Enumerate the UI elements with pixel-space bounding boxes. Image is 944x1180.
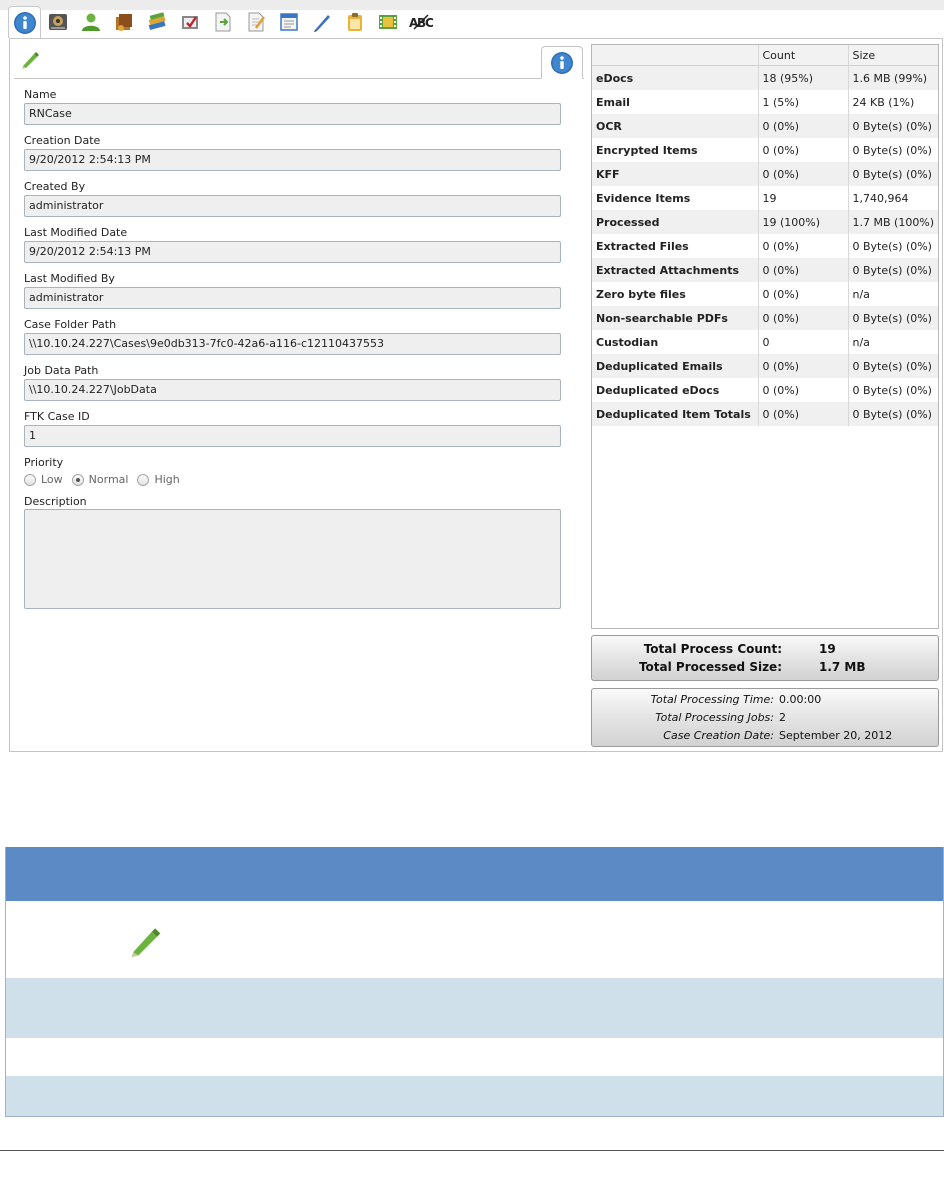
- stats-row-size: 0 Byte(s) (0%): [848, 162, 939, 186]
- stats-row: [592, 354, 939, 378]
- stats-header-size: Size: [848, 45, 939, 66]
- stats-row-count: 0 (0%): [758, 114, 848, 138]
- tab-evidence[interactable]: [41, 6, 74, 38]
- footer-rule: [0, 1150, 944, 1151]
- tab-users[interactable]: [74, 6, 107, 38]
- stats-row-count: 0: [758, 330, 848, 354]
- last-modified-date-label: Last Modified Date: [24, 226, 128, 239]
- priority-low-label: Low: [41, 473, 63, 486]
- stats-row-label: Extracted Files: [592, 234, 758, 258]
- description-label: Description: [24, 495, 87, 508]
- case-folder-path-label: Case Folder Path: [24, 318, 117, 331]
- priority-normal-radio[interactable]: [72, 474, 84, 486]
- film-icon: [377, 11, 399, 33]
- stats-row-size: 0 Byte(s) (0%): [848, 138, 939, 162]
- stats-row-count: 0 (0%): [758, 402, 848, 426]
- stats-row-label: Deduplicated Emails: [592, 354, 758, 378]
- stats-row-label: Zero byte files: [592, 282, 758, 306]
- stats-row: [592, 330, 939, 354]
- name-field[interactable]: RNCase: [24, 103, 561, 125]
- info-icon: [550, 51, 574, 75]
- stats-row-label: OCR: [592, 114, 758, 138]
- stats-row: [592, 402, 939, 426]
- custodian-icon: [113, 11, 135, 33]
- stats-row: [592, 66, 939, 91]
- total-process-count-value: 19: [819, 642, 836, 656]
- priority-label: Priority: [24, 456, 64, 469]
- tab-annotate[interactable]: [305, 6, 338, 38]
- stats-row-size: 1.7 MB (100%): [848, 210, 939, 234]
- stats-row: [592, 234, 939, 258]
- properties-header: [14, 46, 584, 79]
- stats-row-size: 0 Byte(s) (0%): [848, 258, 939, 282]
- total-processing-jobs-label: Total Processing Jobs:: [655, 711, 774, 724]
- user-icon: [80, 11, 102, 33]
- stats-row-label: Email: [592, 90, 758, 114]
- stats-row-size: 0 Byte(s) (0%): [848, 354, 939, 378]
- stats-row-count: 0 (0%): [758, 378, 848, 402]
- stats-row-size: 0 Byte(s) (0%): [848, 378, 939, 402]
- last-modified-by-field[interactable]: administrator: [24, 287, 561, 309]
- clipboard-icon: [344, 11, 366, 33]
- info-tab[interactable]: [541, 46, 583, 79]
- tab-notes[interactable]: [239, 6, 272, 38]
- case-creation-date-value: September 20, 2012: [779, 729, 893, 742]
- tab-review[interactable]: [173, 6, 206, 38]
- stats-row: [592, 306, 939, 330]
- edit-document-icon: [245, 11, 267, 33]
- total-processed-size-value: 1.7 MB: [819, 660, 866, 674]
- svg-text:B: B: [416, 16, 426, 30]
- stats-row-label: eDocs: [592, 66, 758, 91]
- stats-row-size: 0 Byte(s) (0%): [848, 306, 939, 330]
- total-process-count-label: Total Process Count:: [643, 642, 782, 656]
- tab-info[interactable]: [8, 6, 41, 38]
- stats-row-label: KFF: [592, 162, 758, 186]
- evidence-drive-icon: [47, 11, 69, 33]
- svg-text:A: A: [408, 16, 418, 30]
- stats-header-label: [592, 45, 758, 66]
- stats-row-count: 0 (0%): [758, 282, 848, 306]
- export-document-icon: [212, 11, 234, 33]
- priority-high-radio[interactable]: [137, 474, 149, 486]
- stats-row-count: 0 (0%): [758, 354, 848, 378]
- processing-info-box: [591, 688, 939, 747]
- created-by-field[interactable]: administrator: [24, 195, 561, 217]
- priority-radio-group: [24, 473, 189, 486]
- stats-row: [592, 138, 939, 162]
- priority-low-option[interactable]: [24, 473, 63, 486]
- ftk-case-id-field[interactable]: 1: [24, 425, 561, 447]
- case-folder-path-field[interactable]: \\10.10.24.227\Cases\9e0db313-7fc0-42a6-a116-c12110437553: [24, 333, 561, 355]
- stats-row-label: Extracted Attachments: [592, 258, 758, 282]
- stats-row-label: Encrypted Items: [592, 138, 758, 162]
- tab-clipboard[interactable]: [338, 6, 371, 38]
- info-icon: [13, 11, 37, 35]
- pencil-icon[interactable]: [20, 50, 40, 70]
- books-icon: [146, 11, 168, 33]
- process-totals-box: [591, 635, 939, 681]
- stats-row-count: 0 (0%): [758, 234, 848, 258]
- last-modified-by-label: Last Modified By: [24, 272, 115, 285]
- stats-row-label: Non-searchable PDFs: [592, 306, 758, 330]
- stats-row: [592, 210, 939, 234]
- stats-row-label: Evidence Items: [592, 186, 758, 210]
- tab-forms[interactable]: [272, 6, 305, 38]
- icon-toolbar: [8, 6, 437, 38]
- stats-row-label: Processed: [592, 210, 758, 234]
- stats-header-count: Count: [758, 45, 848, 66]
- created-by-label: Created By: [24, 180, 86, 193]
- stats-row-label: Custodian: [592, 330, 758, 354]
- review-checklist-icon: [179, 11, 201, 33]
- tab-export[interactable]: [206, 6, 239, 38]
- stats-row-label: Deduplicated eDocs: [592, 378, 758, 402]
- stats-row-size: 0 Byte(s) (0%): [848, 114, 939, 138]
- name-label: Name: [24, 88, 57, 101]
- tab-spelling[interactable]: [404, 6, 437, 38]
- stats-header-row: [592, 45, 939, 66]
- stats-row: [592, 186, 939, 210]
- stats-row-count: 0 (0%): [758, 138, 848, 162]
- stats-row: [592, 90, 939, 114]
- creation-date-label: Creation Date: [24, 134, 101, 147]
- job-data-path-label: Job Data Path: [24, 364, 99, 377]
- case-creation-date-label: Case Creation Date:: [663, 729, 774, 742]
- pen-icon: [311, 11, 333, 33]
- job-data-path-field[interactable]: \\10.10.24.227\JobData: [24, 379, 561, 401]
- stats-row-label: Deduplicated Item Totals: [592, 402, 758, 426]
- creation-date-field[interactable]: 9/20/2012 2:54:13 PM: [24, 149, 561, 171]
- priority-normal-label: Normal: [88, 473, 129, 486]
- total-processing-time-label: Total Processing Time:: [650, 693, 774, 706]
- stats-row-count: 1 (5%): [758, 90, 848, 114]
- form-icon: [278, 11, 300, 33]
- stats-row-count: 19 (100%): [758, 210, 848, 234]
- case-statistics-table: [591, 44, 939, 629]
- stats-row-count: 0 (0%): [758, 306, 848, 330]
- stats-row: [592, 282, 939, 306]
- svg-text:C: C: [424, 16, 434, 30]
- stats-row: [592, 162, 939, 186]
- stats-row-size: 0 Byte(s) (0%): [848, 234, 939, 258]
- stats-row-size: n/a: [848, 282, 939, 306]
- priority-high-label: High: [154, 473, 180, 486]
- tab-library[interactable]: [140, 6, 173, 38]
- stats-row: [592, 258, 939, 282]
- tab-media[interactable]: [371, 6, 404, 38]
- ftk-case-id-label: FTK Case ID: [24, 410, 90, 423]
- last-modified-date-field[interactable]: 9/20/2012 2:54:13 PM: [24, 241, 561, 263]
- total-processing-time-value: 0.00:00: [779, 693, 822, 706]
- stats-row: [592, 114, 939, 138]
- stats-row-count: 18 (95%): [758, 66, 848, 91]
- stats-row-size: 1,740,964: [848, 186, 939, 210]
- description-textarea[interactable]: [24, 509, 561, 609]
- tab-custodians[interactable]: [107, 6, 140, 38]
- stats-row-size: 1.6 MB (99%): [848, 66, 939, 91]
- spellcheck-abc-icon: [408, 11, 434, 33]
- doc-table: [5, 847, 944, 1117]
- priority-low-radio[interactable]: [24, 474, 36, 486]
- stats-row-size: 24 KB (1%): [848, 90, 939, 114]
- priority-normal-option[interactable]: [72, 473, 129, 486]
- total-processed-size-label: Total Processed Size:: [638, 660, 782, 674]
- total-processing-jobs-value: 2: [779, 711, 786, 724]
- priority-high-option[interactable]: [137, 473, 179, 486]
- stats-row: [592, 378, 939, 402]
- stats-row-count: 19: [758, 186, 848, 210]
- stats-row-count: 0 (0%): [758, 162, 848, 186]
- stats-row-count: 0 (0%): [758, 258, 848, 282]
- stats-row-size: 0 Byte(s) (0%): [848, 402, 939, 426]
- stats-row-size: n/a: [848, 330, 939, 354]
